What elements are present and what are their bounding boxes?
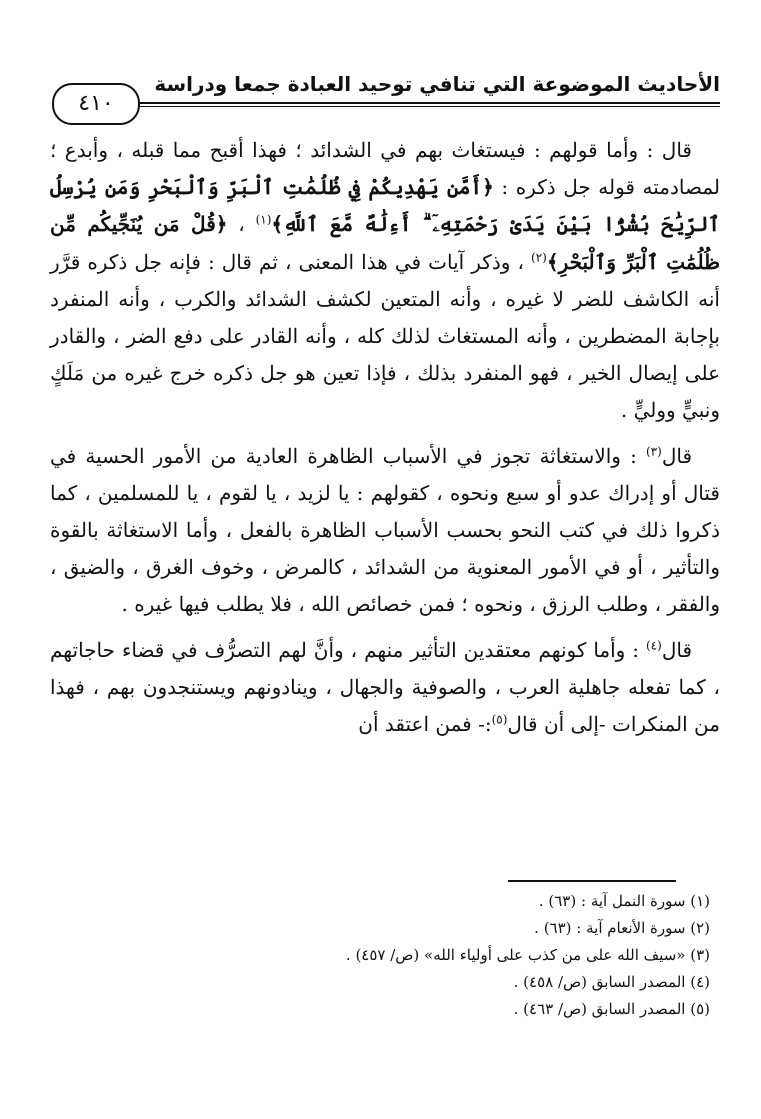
quran-verse-1: ﴿أَمَّن يَهْدِيكُمْ فِي ظُلُمَٰتِ ٱلْبَرِّ وَٱلْبَحْرِ وَمَن يُرْسِلُ ٱلرِّيَٰحَ بُشْرًۢا بَيْنَ يَدَىْ رَحْمَتِهِۦٓ ۗ أَءِلَٰهٌ مَّعَ ٱللَّهِ﴾: [50, 175, 721, 237]
quran-verse-2: ﴿قُلْ مَن يُنَجِّيكُم مِّن ظُلُمَٰتِ ٱلْبَرِّ وَٱلْبَحْرِ﴾: [50, 212, 721, 274]
footnote-4: (٤) المصدر السابق (ص/ ٤٥٨) .: [513, 973, 710, 991]
footnote-ref-5: (٥): [491, 712, 508, 727]
footnote-ref-3: (٣): [645, 443, 662, 458]
paragraph-3-lead: قال: [661, 637, 692, 662]
paragraph-1-text-b: ، وذكر آيات في هذا المعنى ، ثم قال : فإنه جل ذكره قرَّر أنه الكاشف للضر لا غيره ، وأنه المتعين لكشف الشدائد والكرب ، وأنه المنفرد بإجابة المضطرين ، وأنه المستغاث لذلك كله ، وأنه القادر على دفع الضر ، والقادر على إيصال الخير ، فهو المنفرد بذلك ، فإذا تعين هو جل ذكره خرج غيره من مَلَكٍ ونبيٍّ ووليٍّ .: [50, 249, 720, 423]
paragraph-3-text-b: :- فمن اعتقد أن: [358, 712, 492, 737]
paragraph-3: [50, 632, 720, 744]
footnote-3: (٣) «سيف الله على من كذب على أولياء الله» (ص/ ٤٥٧) .: [345, 946, 710, 964]
page-number: ٤١٠: [52, 83, 140, 125]
paragraph-2-lead: قال: [661, 443, 692, 468]
footnotes: [50, 888, 710, 1023]
header-rule: [52, 102, 720, 107]
footnote-1: (١) سورة النمل آية : (٦٣) .: [538, 892, 710, 910]
separator: ،: [227, 212, 256, 237]
footnote-ref-1: (١): [255, 212, 272, 227]
paragraph-2-text: : والاستغاثة تجوز في الأسباب الظاهرة العادية من الأمور الحسية في قتال أو إدراك عدو أو سبع ونحوه ، كقولهم : يا لزيد ، يا لقوم ، يا للمسلمين ، كما ذكروا ذلك في كتب النحو بحسب الأسباب الظاهرة بالفعل ، وأما الاستغاثة بالقوة والتأثير ، أو في الأمور المعنوية من الشدائد ، كالمرض ، وخوف الغرق ، والضيق ، والفقر ، وطلب الرزق ، ونحوه ؛ فمن خصائص الله ، فلا يطلب فيها غيره .: [50, 443, 720, 617]
footnote-rule: [508, 880, 676, 882]
main-text: [50, 132, 720, 751]
footnote-ref-4: (٤): [645, 637, 662, 652]
paragraph-1-text-a: قال : وأما قولهم : فيستغاث بهم في الشدائد ؛ فهذا أقبح مما قبله ، وأبدع ؛ لمصادمته قوله جل ذكره :: [50, 138, 721, 200]
running-title: الأحاديث الموضوعة التي تنافي توحيد العبادة جمعا ودراسة: [154, 72, 720, 96]
footnote-ref-2: (٢): [531, 249, 547, 264]
paragraph-2: [50, 438, 720, 624]
page-header: [52, 70, 720, 110]
footnote-5: (٥) المصدر السابق (ص/ ٤٦٣) .: [513, 1000, 710, 1018]
footnote-2: (٢) سورة الأنعام آية : (٦٣) .: [534, 919, 710, 937]
paragraph-3-text-a: : وأما كونهم معتقدين التأثير منهم ، وأنَّ لهم التصرُّف في قضاء حاجاتهم ، كما تفعله جاهلية العرب ، والصوفية والجهال ، وينادونهم ويستنجدون بهم ، فهذا من المنكرات -إلى أن قال: [50, 637, 720, 737]
paragraph-1: [50, 132, 720, 430]
